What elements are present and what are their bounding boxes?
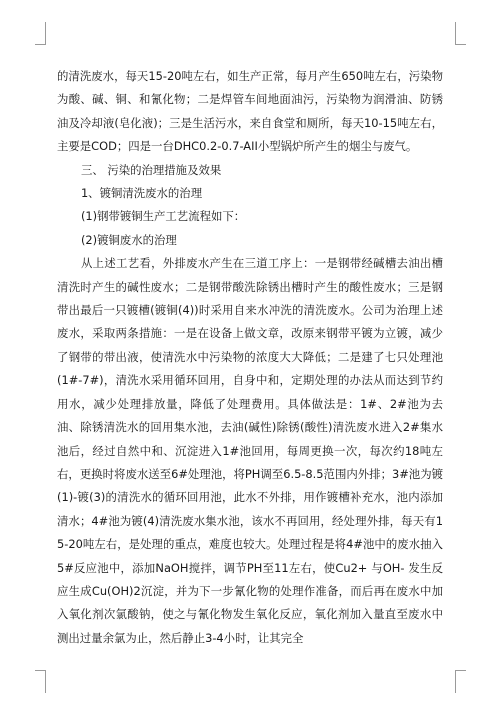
crop-mark-top-left — [35, 22, 46, 45]
subheading-copper-wastewater: 1、镀铜清洗废水的治理 — [80, 186, 203, 201]
item-wastewater-treatment: (2)镀铜废水的治理 — [80, 232, 177, 247]
paragraph-pollution-sources: 的清洗废水，每天15-20吨左右，如生产正常，每月产生650吨左右，污染物为酸、碱、铜、和氰化物；二是焊管车间地面油污，污染物为润滑油、防锈油及冷却液(皂化液)；三是生活污水，来自食堂和厕所，每天10-15吨左右，主要是COD；四是一台DHC0.2-0.7-AII小型锅炉所产生的烟尘与废气。 — [57, 69, 443, 154]
item-process-flow: (1)钢带镀铜生产工艺流程如下： — [80, 209, 246, 224]
section-heading-treatment: 三、 污染的治理措施及效果 — [80, 162, 222, 177]
paragraph-treatment-details: 从上述工艺看，外排废水产生在三道工序上：一是钢带经碱槽去油出槽清洗时产生的碱性废水；二是钢带酸洗除锈出槽时产生的酸性废水；三是钢带出最后一只镀槽(镀铜(4))时采用自来水冲洗的清洗废水。公司为治理上述废水，采取两条措施：一是在设备上做文章，改原来钢带平镀为立镀，减少了钢带的带出液，使清洗水中污染物的浓度大大降低；二是建了七只处理池(1#-7#)，清洗水采用循环回用，自身中和，定期处理的办法从而达到节约用水，减少处理排放量，降低了处理费用。具体做法是：1#、2#池为去油、除锈清洗水的回用集水池，去油(碱性)除锈(酸性)清洗废水进入2#集水池后，经过自然中和、沉淀进入1#池回用，每周更换一次，每次约18吨左右，更换时将废水送至6#处理池，将PH调至6.5-8.5范围内外排；3#池为镀(1)-镀(3)的清洗水的循环回用池，此水不外排，用作镀槽补充水，池内添加清水；4#池为镀(4)清洗废水集水池，该水不再回用，经处理外排，每天有15-20吨左右，是处理的重点，难度也较大。处理过程是将4#池中的废水抽入5#反应池中，添加NaOH搅拌，调节PH至11左右，使Cu2+ 与OH- 发生反应生成Cu(OH)2沉淀，并为下一步氰化物的处理作准备，而后再在废水中加入氧化剂次氯酸钠，使之与氰化物发生氧化反应，氧化剂加入量直至废水中测出过量余氯为止，然后静止3-4小时，让其完全 — [57, 256, 443, 645]
crop-mark-bottom-right — [455, 670, 466, 693]
document-body — [57, 65, 443, 650]
crop-mark-top-right — [455, 22, 466, 45]
crop-mark-bottom-left — [35, 670, 46, 693]
